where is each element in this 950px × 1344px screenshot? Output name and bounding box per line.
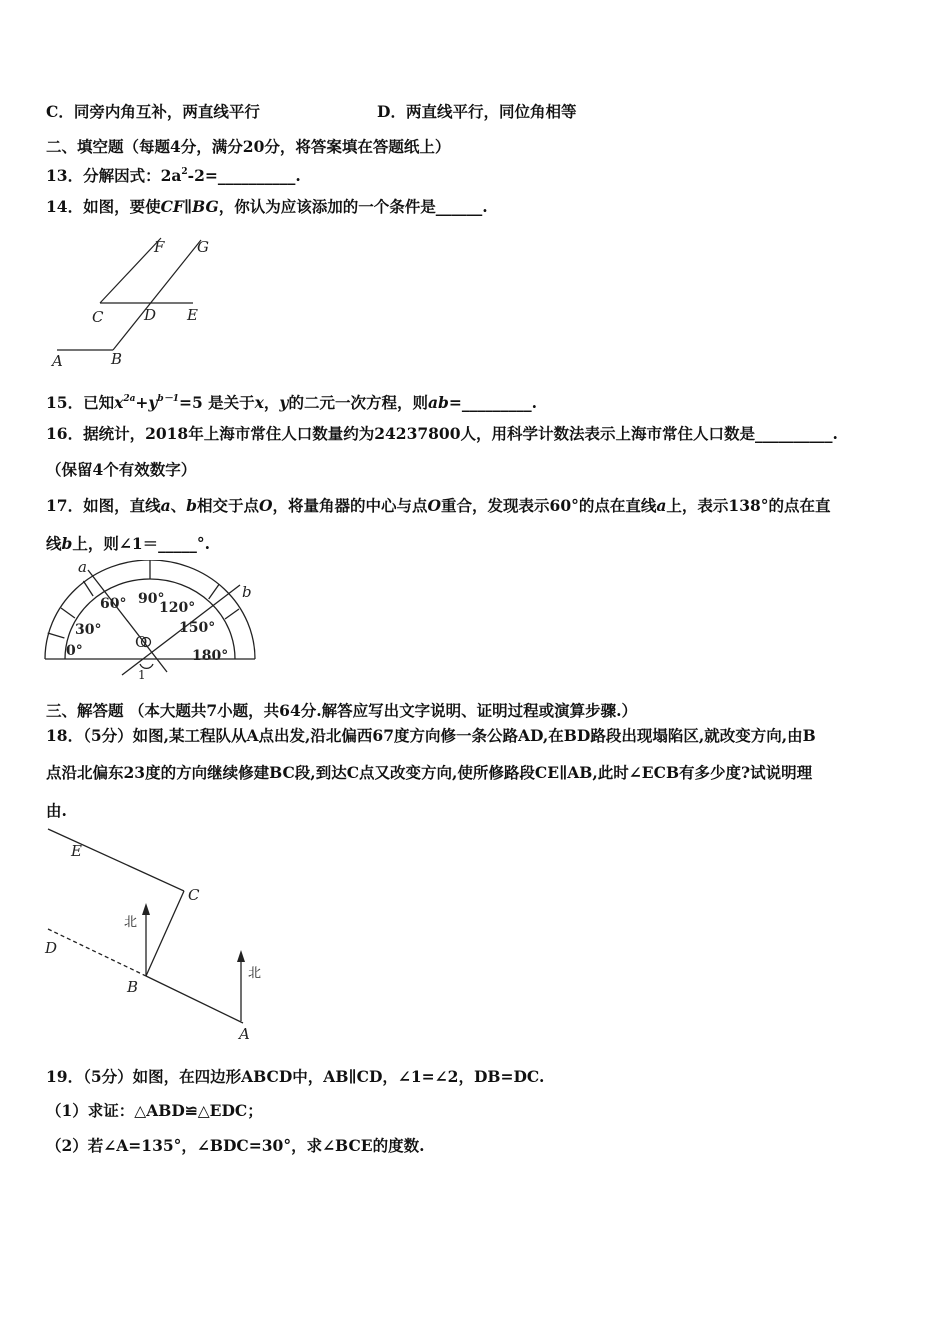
q15-y2: y (279, 393, 289, 412)
q12-option-c: C．同旁内角互补，两直线平行 (46, 102, 260, 121)
q17-o: O (259, 496, 273, 515)
q17-line2 (46, 533, 210, 555)
q17-b2: b (61, 534, 73, 553)
q19-line3: （2）若∠A=135°，∠BDC=30°，求∠BCE的度数. (46, 1136, 425, 1155)
segment-db-dashed (48, 929, 146, 976)
q17-a: a (160, 496, 171, 515)
label-a: a (78, 560, 87, 576)
label-north-a: 北 (248, 966, 262, 981)
q17-l2b: 上，则∠1＝_____°. (72, 534, 211, 553)
label-b: B (111, 350, 123, 368)
q17-l2a: 线 (46, 534, 62, 553)
label-g: G (197, 238, 209, 256)
label-e: E (187, 306, 198, 324)
q17-a2: a (656, 496, 667, 515)
q14-parallel: ∥ (183, 197, 193, 216)
tick-15 (48, 633, 65, 638)
tick-55 (83, 581, 93, 596)
q17-l1c: ，将量角器的中心与点 (272, 496, 428, 515)
section2-title: 二、填空题（每题4分，满分20分，将答案填在答题纸上） (46, 137, 451, 156)
line-cf (100, 238, 161, 303)
q13-suffix: -2=__________. (187, 166, 301, 185)
label-d: D (45, 939, 58, 957)
line-bg (113, 240, 201, 350)
label-north-b: 北 (124, 915, 138, 930)
tick-130 (209, 584, 220, 599)
q15-middle2: 的二元一次方程，则 (288, 393, 428, 412)
q13 (46, 161, 301, 187)
q18-figure (38, 825, 278, 1045)
q16-line1: 16．据统计，2018年上海市常住人口数量约为24237800人，用科学计数法表示上海市常住人口数是__________. (46, 424, 838, 443)
q17-line1 (46, 495, 831, 517)
q17-l1d: 重合，发现表示60°的点在直线 (441, 496, 657, 515)
q15-y-exp: b－1 (157, 394, 179, 404)
q14-prefix: 14．如图，要使 (46, 197, 161, 216)
q17-b: b (186, 496, 197, 515)
q15-suffix: =_________. (448, 393, 537, 412)
q14-bg: BG (192, 197, 219, 216)
q13-sup: 2 (181, 167, 188, 177)
label-150-deg: 150° (179, 620, 216, 636)
q15-x-exp: 2a (123, 394, 136, 404)
q18-line1: 18．（5分）如图,某工程队从A点出发,沿北偏西67度方向修一条公路AD,在BD路段出现塌陷区,就改变方向,由B (46, 726, 816, 745)
label-e: E (71, 842, 82, 860)
label-c: C (92, 308, 104, 326)
q14-figure (40, 228, 240, 373)
label-60-deg: 60° (100, 596, 127, 612)
q14-cf: CF (160, 197, 184, 216)
segment-ba (146, 976, 243, 1023)
line-a (88, 570, 167, 672)
q17-l1a: 17．如图，直线 (46, 496, 161, 515)
north-arrowhead-b (142, 903, 150, 915)
tick-150 (225, 609, 239, 619)
label-120-deg: 120° (159, 600, 196, 616)
label-a: A (52, 352, 63, 370)
tick-35 (61, 608, 75, 618)
q17-sep: 、 (170, 496, 187, 515)
label-f: F (154, 238, 165, 256)
segment-ec (48, 829, 184, 891)
q15-comma: ， (263, 393, 280, 412)
q14 (46, 196, 488, 218)
q17-protractor-figure (40, 560, 265, 685)
label-c: C (188, 886, 200, 904)
label-a: A (239, 1025, 250, 1043)
label-o: O (135, 633, 148, 651)
label-180-deg: 180° (192, 648, 229, 664)
label-0-deg: 0° (66, 643, 83, 659)
q16-line2: （保留4个有效数字） (46, 460, 197, 479)
q18-line3: 由. (46, 801, 67, 820)
label-d: D (144, 306, 157, 324)
q15 (46, 388, 537, 414)
q17-l1e: 上，表示138°的点在直 (666, 496, 831, 515)
section3-title: 三、解答题 （本大题共7小题，共64分.解答应写出文字说明、证明过程或演算步骤.） (46, 701, 638, 720)
q19-line2: （1）求证：△ABD≌△EDC； (46, 1101, 263, 1120)
segment-cb (146, 891, 184, 976)
label-b: b (242, 583, 252, 601)
label-b: B (127, 978, 139, 996)
north-arrowhead-a (237, 950, 245, 962)
q15-middle: =5 是关于 (178, 393, 255, 412)
q15-plus-y: +y (135, 393, 158, 412)
label-90-deg: 90° (138, 591, 165, 607)
q15-ab: ab (427, 393, 449, 412)
q17-l1b: 相交于点 (196, 496, 259, 515)
label-angle-1: 1 (138, 668, 146, 682)
label-30-deg: 30° (75, 622, 102, 638)
q12-option-d: D．两直线平行，同位角相等 (377, 102, 577, 121)
q15-x: x (114, 393, 124, 412)
q17-o2: O (427, 496, 442, 515)
q18-line2: 点沿北偏东23度的方向继续修建BC段,到达C点又改变方向,使所修路段CE∥AB,此时∠ECB有多少度?试说明理 (46, 763, 813, 782)
q13-prefix: 13．分解因式：2a (46, 166, 182, 185)
q15-prefix: 15．已知 (46, 393, 115, 412)
q19-line1: 19．（5分）如图，在四边形ABCD中，AB∥CD，∠1=∠2，DB=DC. (46, 1067, 545, 1086)
q15-x2: x (254, 393, 264, 412)
q14-suffix: ，你认为应该添加的一个条件是______. (218, 197, 488, 216)
